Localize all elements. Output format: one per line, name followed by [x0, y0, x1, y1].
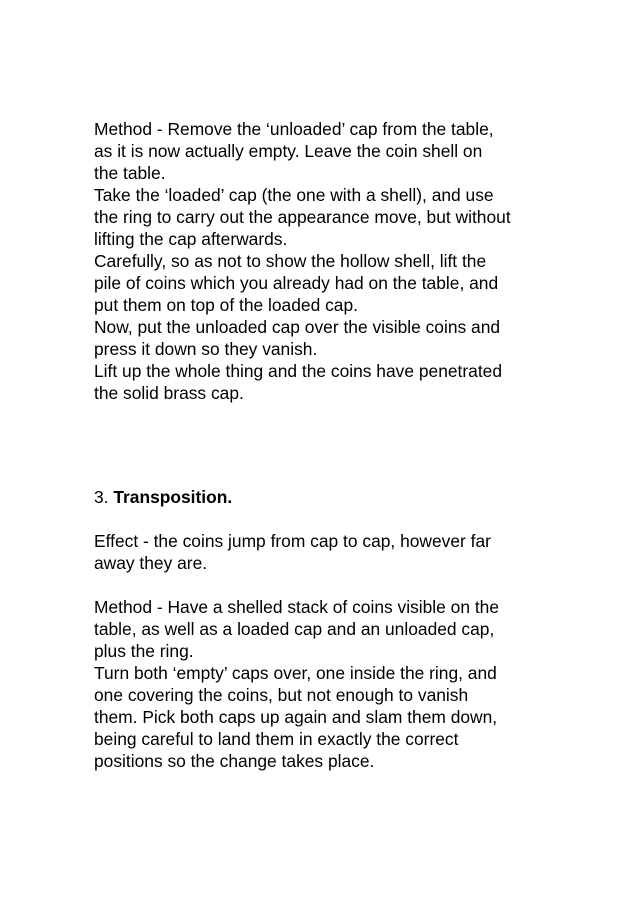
section-heading [94, 486, 232, 508]
section-title: Transposition. [113, 487, 233, 507]
text-line: Lift up the whole thing and the coins have penetrated [94, 361, 503, 381]
text-line: press it down so they vanish. [94, 339, 318, 359]
text-line: them. Pick both caps up again and slam them down, [94, 707, 498, 727]
text-line: Now, put the unloaded cap over the visible coins and [94, 317, 501, 337]
text-line: table, as well as a loaded cap and an unloaded cap, [94, 619, 495, 639]
text-line: plus the ring. [94, 641, 194, 661]
text-line: Method - Remove the ‘unloaded’ cap from the table, [94, 119, 494, 139]
text-line: Method - Have a shelled stack of coins visible on the [94, 597, 500, 617]
text-line: Turn both ‘empty’ caps over, one inside the ring, and [94, 663, 497, 683]
text-line: Carefully, so as not to show the hollow shell, lift the [94, 251, 487, 271]
text-line: pile of coins which you already had on the table, and [94, 273, 499, 293]
text-line: the solid brass cap. [94, 383, 244, 403]
text-line: being careful to land them in exactly the correct [94, 729, 459, 749]
text-line: as it is now actually empty. Leave the coin shell on [94, 141, 483, 161]
text-line: away they are. [94, 553, 208, 573]
text-line: one covering the coins, but not enough to vanish [94, 685, 469, 705]
text-line: the table. [94, 163, 166, 183]
text-line: Effect - the coins jump from cap to cap, however far [94, 531, 491, 551]
section-number: 3. [94, 487, 114, 507]
text-line: positions so the change takes place. [94, 751, 375, 771]
text-line: Take the ‘loaded’ cap (the one with a shell), and use [94, 185, 494, 205]
text-line: lifting the cap afterwards. [94, 229, 288, 249]
text-line: put them on top of the loaded cap. [94, 295, 358, 315]
text-line: the ring to carry out the appearance move, but without [94, 207, 511, 227]
